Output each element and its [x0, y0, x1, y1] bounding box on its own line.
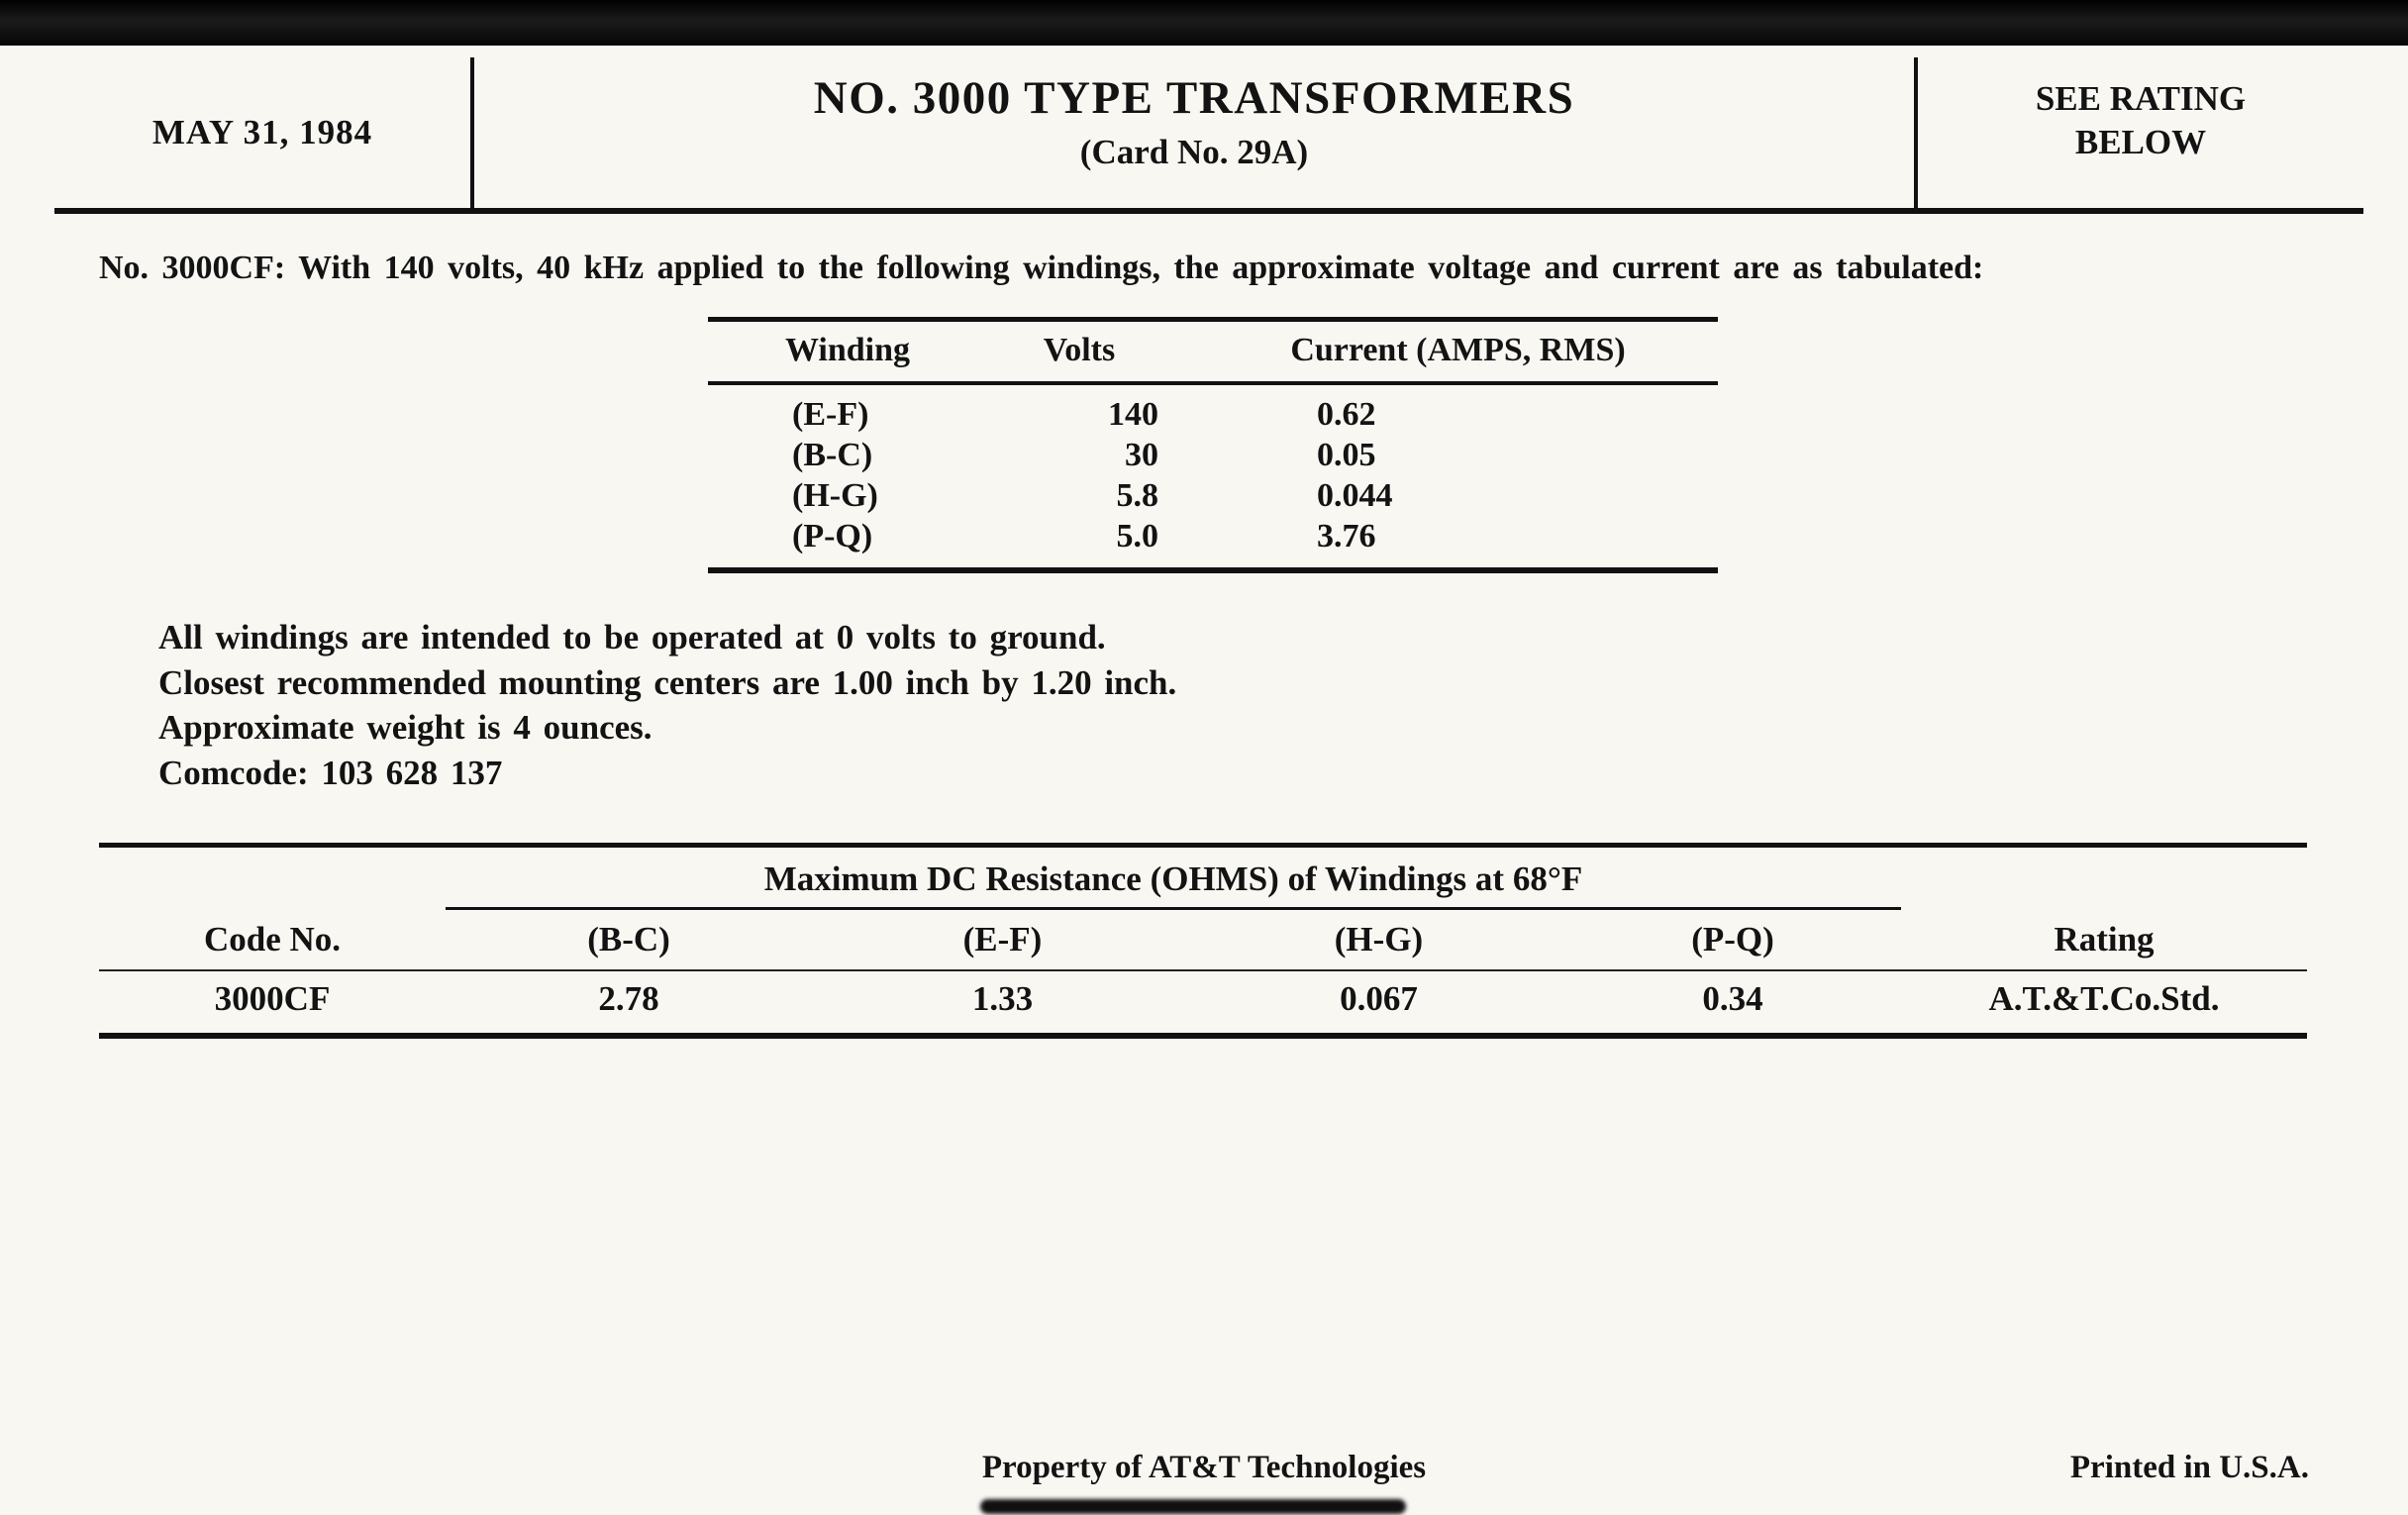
note-line: Comcode: 103 628 137	[158, 753, 503, 792]
notes-block	[158, 615, 2408, 795]
hg-cell: 0.067	[1340, 979, 1418, 1019]
rating-cell: A.T.&T.Co.Std.	[1988, 979, 2220, 1019]
document-header	[54, 57, 2363, 208]
current-cell: 0.044	[1317, 477, 1393, 515]
volts-cell: 140	[1108, 396, 1158, 433]
resistance-span-header-row	[99, 846, 2307, 909]
pq-cell: 0.34	[1702, 979, 1763, 1019]
rating-header: Rating	[1901, 909, 2307, 971]
bc-cell: 2.78	[598, 979, 659, 1019]
rating-note-line2: BELOW	[2074, 122, 2207, 161]
footer-printed-text: Printed in U.S.A.	[2069, 1450, 2309, 1485]
ef-cell: 1.33	[971, 979, 1034, 1019]
volts-col-header: Volts	[1043, 332, 1116, 368]
note-line: Closest recommended mounting centers are 1.00 inch by 1.20 inch.	[158, 662, 1177, 702]
rating-note	[1918, 57, 2363, 208]
header-rule	[54, 208, 2363, 214]
winding-col-header: Winding	[785, 332, 911, 368]
code-no-cell: 3000CF	[214, 979, 331, 1019]
table-row	[708, 516, 1718, 570]
spacer-cell	[99, 846, 446, 909]
winding-cell: (P-Q)	[792, 518, 873, 556]
footer-property-text: Property of AT&T Technologies	[981, 1450, 1427, 1485]
table-row	[99, 970, 2307, 1036]
hg-header: (H-G)	[1193, 909, 1564, 971]
current-cell: 0.62	[1317, 396, 1376, 433]
document-card	[0, 46, 2408, 1515]
spacer-cell	[1901, 846, 2307, 909]
table-row	[708, 435, 1718, 475]
scan-edge-top	[0, 0, 2408, 46]
ef-header: (E-F)	[812, 909, 1193, 971]
resistance-header-row	[99, 909, 2307, 971]
winding-cell: (E-F)	[792, 396, 869, 433]
code-no-header: Code No.	[99, 909, 446, 971]
volts-cell: 5.8	[1116, 477, 1158, 515]
table-row	[708, 383, 1718, 435]
note-line: All windings are intended to be operated at 0 volts to ground.	[158, 618, 1106, 657]
bc-header: (B-C)	[446, 909, 812, 971]
volts-cell: 30	[1125, 437, 1158, 474]
winding-table-header	[708, 320, 1718, 384]
volts-cell: 5.0	[1116, 518, 1158, 556]
header-title-block	[470, 57, 1918, 208]
table-row	[708, 475, 1718, 516]
note-line: Approximate weight is 4 ounces.	[158, 708, 652, 748]
pq-header: (P-Q)	[1564, 909, 1901, 971]
span-header: Maximum DC Resistance (OHMS) of Windings at 68°F	[446, 846, 1901, 909]
winding-cell: (H-G)	[792, 477, 878, 515]
winding-cell: (B-C)	[792, 437, 873, 474]
document-subtitle: (Card No. 29A)	[1079, 133, 1309, 171]
rating-note-line1: SEE RATING	[2035, 79, 2247, 118]
resistance-table	[99, 843, 2307, 1039]
current-cell: 0.05	[1317, 437, 1376, 474]
intro-text: No. 3000CF: With 140 volts, 40 kHz applied to the following windings, the approximate voltage and current are as tabulated:	[99, 250, 1984, 286]
current-cell: 3.76	[1317, 518, 1376, 556]
scan-smudge-bottom	[980, 1499, 1406, 1514]
winding-table	[708, 317, 1718, 573]
document-title: NO. 3000 TYPE TRANSFORMERS	[813, 72, 1575, 124]
current-col-header: Current (AMPS, RMS)	[1290, 332, 1626, 368]
header-date: MAY 31, 1984	[151, 113, 373, 152]
